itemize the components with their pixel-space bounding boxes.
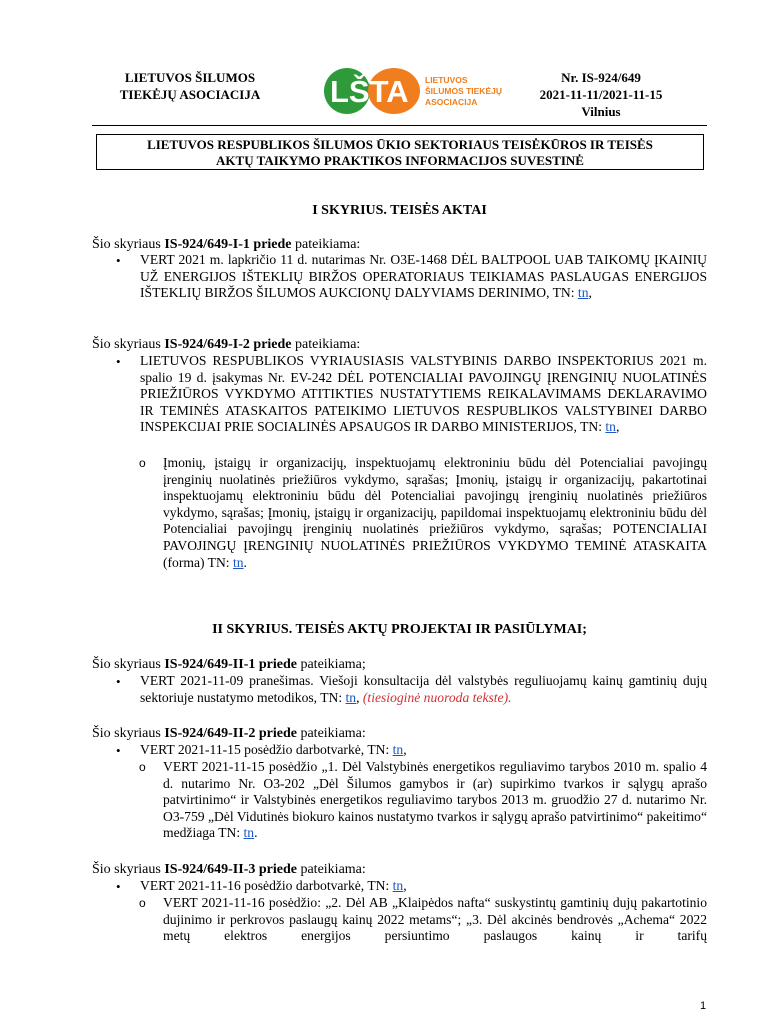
item-text: VERT 2021 m. lapkričio 11 d. nutarimas Nr. O3E-1468 DĖL BALTPOOL UAB TAIKOMŲ ĮKAINIŲ UŽ ENERGIJOS IŠTEKLIŲ BIRŽOS OPERATORIAUS TEIKIAMAS PASLAUGAS ENERGIJOS IŠTEKLIŲ BIRŽOS ŠILUMOS AUKCIONŲ DALYVIAMS DERINIMO, TN: (140, 252, 707, 301)
item-tail: . (243, 554, 247, 570)
sub-bullet-icon: o (139, 896, 146, 910)
item-separator: , (356, 689, 363, 705)
bullet-icon: • (116, 354, 121, 369)
intro-text: pateikiama: (296, 726, 366, 741)
annex-i1-item (140, 252, 707, 302)
intro-text: pateikiama: (291, 337, 361, 352)
annex-i2-item (140, 353, 707, 436)
annex-ii3-subitem (163, 895, 707, 945)
document-number: Nr. IS-924/649 (561, 70, 641, 85)
item-tail: , (615, 419, 620, 435)
annex-ii2-item (140, 742, 707, 759)
bullet-icon: • (116, 879, 121, 894)
org-name-line1: LIETUVOS ŠILUMOS (124, 70, 256, 85)
logo-sub-line1: LIETUVOS (425, 75, 468, 85)
intro-text: Šio skyriaus (92, 337, 165, 352)
tn-link[interactable]: tn (392, 878, 404, 893)
item-tail: . (508, 689, 512, 705)
header-divider (92, 125, 707, 126)
document-date: 2021-11-11/2021-11-15 (539, 87, 663, 102)
annex-id: IS-924/649-I-1 priede (164, 237, 292, 252)
document-meta (526, 69, 676, 120)
item-tail: . (254, 825, 258, 841)
intro-text: Šio skyriaus (92, 657, 165, 672)
title-line1: LIETUVOS RESPUBLIKOS ŠILUMOS ŪKIO SEKTORIAUS TEISĖKŪROS IR TEISĖS (147, 137, 653, 152)
subitem-text: VERT 2021-11-15 posėdžio „1. Dėl Valstybinės energetikos reguliavimo tarybos 2010 m. spalio 4 d. nutarimo Nr. O3-202 „Dėl Šilumos gamybos ir (ar) supirkimo tvarkos ir sąlygų aprašo patvirtinimo“ ir Valstybinės energetikos reguliavimo tarybos 2013 m. gruodžio 27 d. nutarimo Nr. O3-759 „Dėl Vidutinės biokuro kainos nustatymo tvarkos ir sąlygų aprašo patvirtinimo“ pakeitimo“ medžiaga TN: (163, 759, 707, 841)
bullet-icon: • (116, 743, 121, 758)
organization-name (104, 69, 276, 103)
lsta-logo-graphic (322, 66, 512, 116)
annex-id: IS-924/649-I-2 priede (164, 337, 292, 352)
lsta-logo (322, 66, 512, 116)
tn-link[interactable]: tn (577, 285, 589, 301)
direct-link-note: (tiesioginė nuoroda tekste) (362, 689, 509, 705)
intro-text: Šio skyriaus (92, 862, 165, 877)
subitem-text: VERT 2021-11-16 posėdžio: „2. Dėl AB „Klaipėdos nafta“ suskystintų gamtinių dujų pakartotinio dujinimo ir perkrovos paslaugų kainų 2022 metams“; „3. Dėl akcinės bendrovės „Achema“ 2022 metų elektros energijos persiuntimo paslaugos kainų ir tarifų (163, 895, 707, 944)
tn-link[interactable]: tn (243, 825, 255, 841)
logo-sub-line2: ŠILUMOS TIEKĖJŲ (425, 86, 502, 96)
annex-i1-intro (92, 236, 360, 253)
annex-id: IS-924/649-II-2 priede (164, 726, 297, 741)
bullet-icon: • (116, 253, 121, 268)
item-text: VERT 2021-11-16 posėdžio darbotvarkė, TN: (140, 878, 393, 893)
section-1-heading: I SKYRIUS. TEISĖS AKTAI (312, 203, 487, 218)
org-name-line2: TIEKĖJŲ ASOCIACIJA (119, 87, 261, 102)
annex-id: IS-924/649-II-1 priede (164, 657, 297, 672)
bullet-icon: • (116, 674, 121, 689)
annex-ii3-intro (92, 861, 366, 878)
annex-i2-intro (92, 336, 360, 353)
intro-text: pateikiama; (296, 657, 366, 672)
tn-link[interactable]: tn (345, 689, 357, 705)
item-text: LIETUVOS RESPUBLIKOS VYRIAUSIASIS VALSTYBINIS DARBO INSPEKTORIUS 2021 m. spalio 19 d. įsakymas Nr. EV-242 DĖL POTENCIALIAI PAVOJINGŲ ĮRENGINIŲ NUOLATINĖS PRIEŽIŪROS VYKDYMO ATITIKTIES NUSTATYTIEMS REIKALAVIMAMS DEKLARAVIMO IR TEMINĖS ATASKAITOS PATEIKIMO LIETUVOS RESPUBLIKOS VALSTYBINEI DARBO INSPEKCIJAI PRIE SOCIALINĖS APSAUGOS IR DARBO MINISTERIJOS, TN: (140, 353, 707, 435)
annex-ii1-item (140, 673, 707, 706)
tn-link[interactable]: tn (232, 554, 244, 570)
annex-i2-subitem (163, 455, 707, 571)
logo-mark-text: LŠTA (330, 74, 409, 109)
item-tail: , (403, 742, 407, 757)
subitem-text: Įmonių, įstaigų ir organizacijų, inspektuojamų elektroniniu būdu dėl Potencialiai pavojingų įrenginių nuolatinės priežiūros vykdymo, sąrašas; Įmonių, įstaigų ir organizacijų, pakartotinai inspektuojamų elektroniniu būdu dėl Potencialiai pavojingų įrenginių nuolatinės priežiūros vykdymo, sąrašas; Įmonių, įstaigų ir organizacijų, papildomai inspektuojamų elektroniniu būdu dėl Potencialiai pavojingų įrenginių nuolatinės priežiūros vykdymo, sąrašas; POTENCIALIAI PAVOJINGŲ ĮRENGINIŲ NUOLATINĖS PRIEŽIŪROS VYKDYMO TEMINĖ ATASKAITA (forma) TN: (163, 455, 707, 570)
intro-text: Šio skyriaus (92, 237, 165, 252)
sub-bullet-icon: o (139, 760, 146, 774)
tn-link[interactable]: tn (392, 742, 404, 757)
document-title (96, 134, 704, 170)
intro-text: Šio skyriaus (92, 726, 165, 741)
sub-bullet-icon: o (139, 456, 146, 470)
intro-text: pateikiama: (296, 862, 366, 877)
logo-sub-line3: ASOCIACIJA (425, 97, 478, 107)
page-number: 1 (700, 1000, 707, 1012)
annex-ii3-item (140, 878, 707, 895)
section-2-heading: II SKYRIUS. TEISĖS AKTŲ PROJEKTAI IR PASIŪLYMAI; (212, 622, 587, 637)
intro-text: pateikiama: (291, 237, 361, 252)
annex-ii1-intro (92, 656, 366, 673)
tn-link[interactable]: tn (605, 419, 616, 435)
item-tail: , (403, 878, 407, 893)
document-city: Vilnius (581, 104, 621, 119)
item-text: VERT 2021-11-09 pranešimas. Viešoji konsultacija dėl valstybės reguliuojamų kainų gamtinių dujų sektoriuje nustatymo metodikos, TN: (140, 673, 707, 705)
annex-id: IS-924/649-II-3 priede (164, 862, 297, 877)
item-tail: , (588, 285, 592, 301)
annex-ii2-intro (92, 725, 366, 742)
item-text: VERT 2021-11-15 posėdžio darbotvarkė, TN: (140, 742, 393, 757)
annex-ii2-subitem (163, 759, 707, 842)
title-line2: AKTŲ TAIKYMO PRAKTIKOS INFORMACIJOS SUVESTINĖ (216, 153, 584, 168)
